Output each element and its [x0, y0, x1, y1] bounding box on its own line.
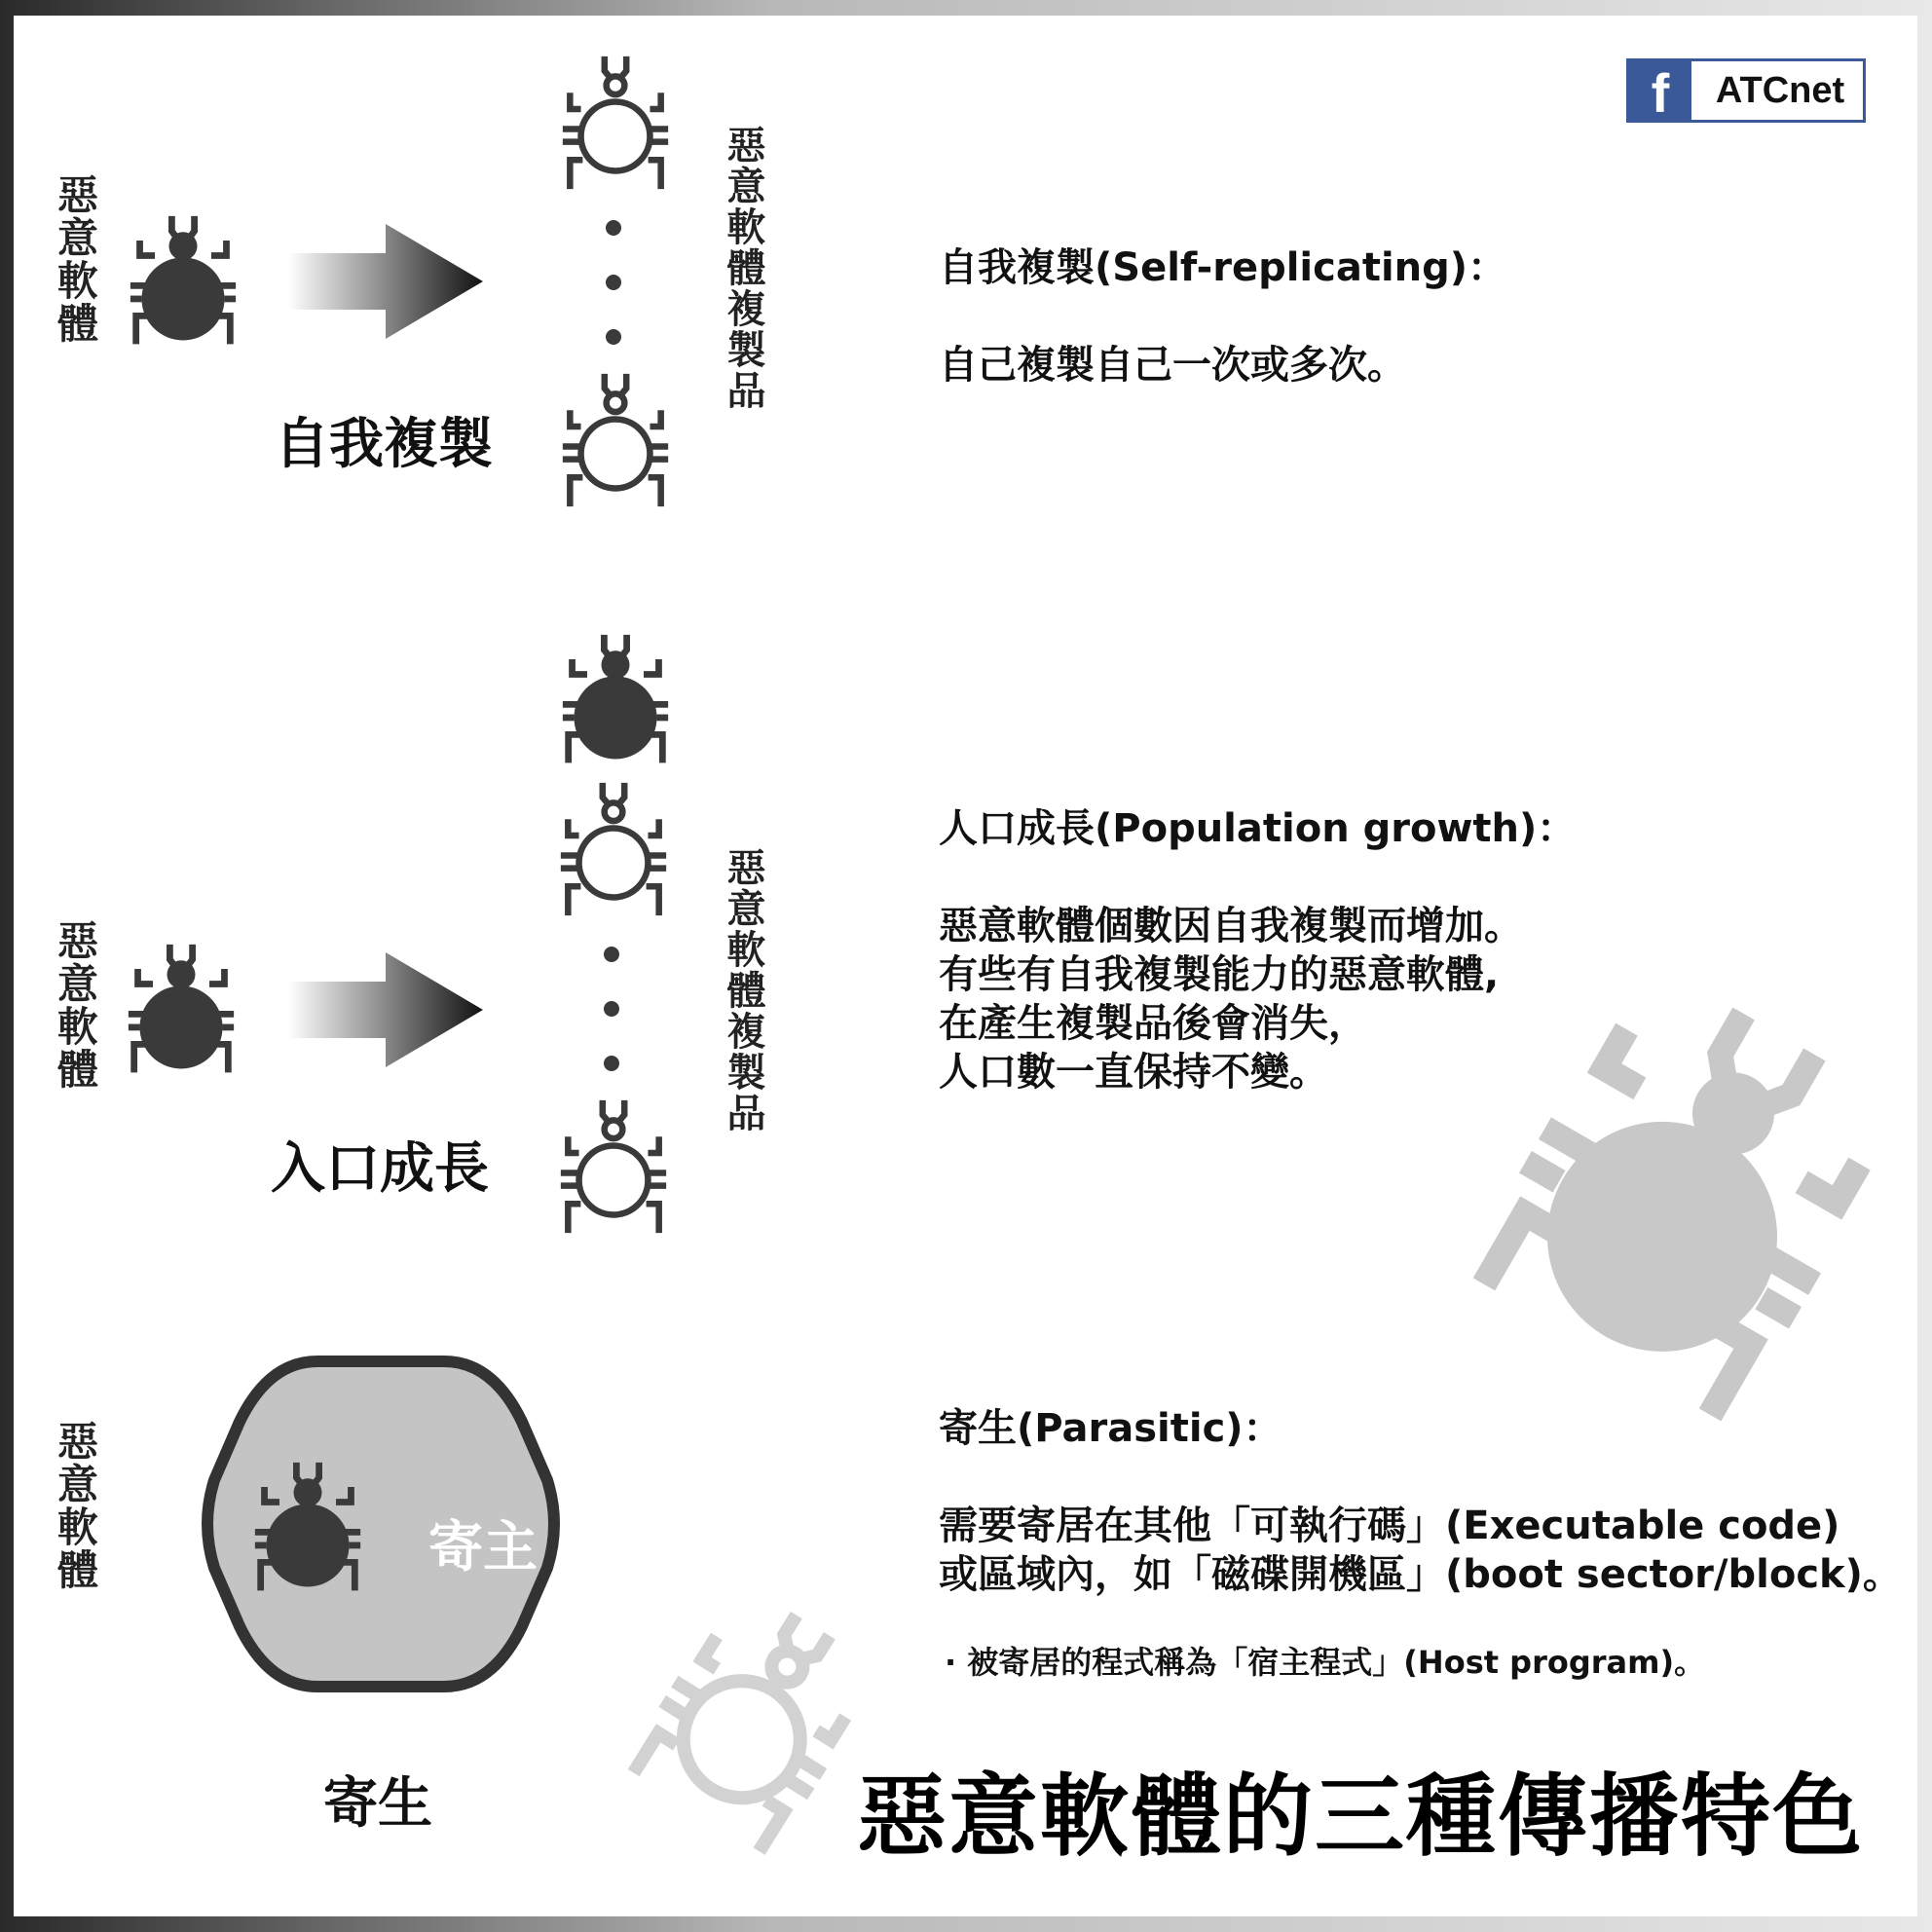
description-line: 人口數一直保持不變。 [939, 1050, 1328, 1095]
bug-filled-icon [127, 212, 240, 353]
gradient-arrow-icon [288, 952, 483, 1067]
heading: 自我複製(Self-replicating)： [939, 245, 1507, 290]
heading: 人口成長(Population growth)： [939, 806, 1577, 851]
bug-filled-icon [251, 1459, 364, 1600]
description-parasitic [939, 1404, 1902, 1599]
copies-label-2: 惡意軟體複製品 [721, 847, 765, 1133]
ellipsis-dot [606, 220, 621, 236]
heading: 寄生(Parasitic)： [939, 1406, 1282, 1451]
copies-label-1: 惡意軟體複製品 [721, 125, 765, 411]
action-label-self-replicating: 自我複製 [275, 413, 493, 476]
bug-outline-icon [613, 1568, 896, 1870]
description-line: 自己複製自己一次或多次。 [939, 343, 1406, 388]
malware-label-3: 惡意軟體 [52, 1420, 99, 1591]
action-label-parasitic: 寄生 [323, 1772, 432, 1836]
ellipsis-dot [606, 329, 621, 345]
ellipsis-dot [604, 1056, 619, 1071]
facebook-icon: f [1629, 61, 1691, 120]
description-self-replicating [939, 243, 1506, 390]
bug-filled-icon [125, 941, 238, 1082]
description-line: 有些有自我複製能力的惡意軟體, [939, 952, 1500, 997]
ellipsis-dot [604, 1001, 619, 1017]
gradient-arrow-icon [288, 224, 483, 339]
host-program-note: · 被寄居的程式稱為「宿主程式」(Host program)。 [945, 1644, 1706, 1681]
action-label-population-growth: 入口成長 [271, 1137, 489, 1201]
facebook-badge[interactable] [1626, 58, 1866, 123]
ellipsis-dot [606, 275, 621, 290]
brand-name: ATCnet [1715, 70, 1845, 111]
bug-outline-icon [561, 372, 670, 508]
description-line: 或區域內，如「磁碟開機區」(boot sector/block)。 [939, 1552, 1902, 1597]
bug-outline-icon [559, 1098, 668, 1235]
bug-filled-icon [559, 631, 672, 772]
description-line: 惡意軟體個數因自我複製而增加。 [939, 904, 1523, 948]
host-label: 寄主 [428, 1516, 538, 1579]
bug-outline-icon [561, 55, 670, 191]
page-title: 惡意軟體的三種傳播特色 [856, 1765, 1864, 1869]
description-line: 需要寄居在其他「可執行碼」(Executable code) [939, 1504, 1840, 1548]
ellipsis-dot [604, 947, 619, 962]
bug-filled-icon [1470, 984, 1899, 1412]
bug-outline-icon [559, 781, 668, 917]
description-line: 在產生複製品後會消失， [939, 1001, 1367, 1046]
malware-label-2: 惡意軟體 [52, 919, 99, 1091]
malware-label-1: 惡意軟體 [52, 173, 99, 345]
